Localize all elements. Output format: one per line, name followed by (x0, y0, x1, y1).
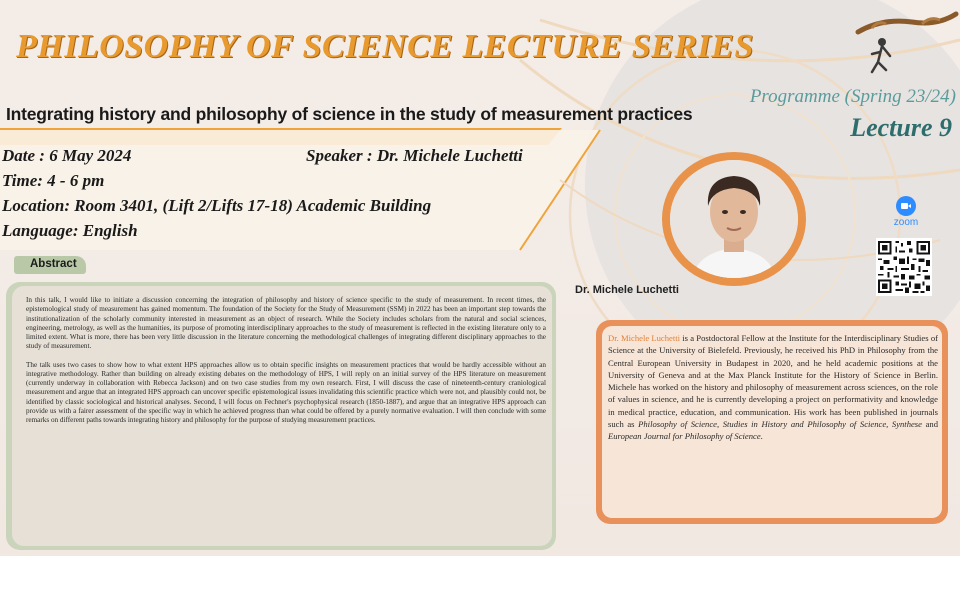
zoom-label: zoom (893, 217, 919, 228)
abstract-inner (12, 286, 552, 546)
academic-logo-icon (852, 6, 960, 78)
abstract-paragraph-1: In this talk, I would like to initiate a discussion concerning the integration of philosophy and history of science specific to the study of measurement. In recent times, the epistemological study of measurement has gained momentum. The foundation of the Society for the Study of Measurement (SSM) in 2022 has been an important step towards the institutionalization of the scholarly community interested in measurement as an object of research. While the Society includes scholars from the natural and social sciences, engineering, metrology, as well as the humanities, its purpose of promoting interdisciplinary approaches to the study of measurement is reflected in the existing literature only to a limited extent. What is more, there has been very little discussion in the literature concerning the methodological challenges of integrating different disciplinary approaches to the study of measurement. (26, 296, 546, 351)
bio-text-2: and (921, 419, 938, 430)
lecture-subtitle: Integrating history and philosophy of science in the study of measurement practices (6, 104, 693, 124)
series-title: PHILOSOPHY OF SCIENCE LECTURE SERIES (16, 28, 754, 65)
speaker-caption: Dr. Michele Luchetti (575, 284, 679, 296)
bio-journals-1: Philosophy of Science, Studies in History and Philosophy of Science, Synthese (638, 419, 922, 430)
zoom-badge[interactable] (884, 196, 928, 228)
abstract-label: Abstract (30, 258, 77, 270)
speaker-line: Speaker : Dr. Michele Luchetti (306, 146, 523, 165)
abstract-paragraph-2: The talk uses two cases to show how to what extent HPS approaches allow us to obtain specific insights on measurement practices that would be hardly accessible without an integrative methodology. Rather than building on already existing debates on the methodology of HPS, I will reply on an initial survey of the HPS literature on measurement (currently underway in collaboration with Rebecca Jackson) and on two case studies from my own research. First, I will discuss the case of nineteenth-century craniological measurement and argue that an integrated HPS approach can uncover specific epistemological issues invalidating this scientific practice which were not, and plausibly could not, be identified by classic sociological and historical analyses. Second, I will focus on Fechner's psychophysical research (1850-1887), and argue that an integrative HPS approach can provide us with a fairer assessment of the specific way in which he achieved progress than what could be offered by a purely normative evaluation. I will then conclude with some remarks on different paths towards integrating history and philosophy for the purpose of studying measurement practices. (26, 360, 546, 424)
date-line: Date : 6 May 2024 (2, 146, 132, 165)
lecture-number: Lecture 9 (850, 113, 952, 142)
abstract-tab (14, 256, 86, 274)
zoom-icon (896, 196, 916, 216)
programme-label: Programme (Spring 23/24) (749, 86, 956, 107)
bio-text-3: . (760, 431, 763, 442)
bio-name: Dr. Michele Luchetti (608, 333, 681, 343)
bio-text-1: is a Postdoctoral Fellow at the Institute for the Interdisciplinary Studies of Science at the University of Bielefeld. Previously, he received his PhD in Philosophy from the Central European University in Budapest in 2020, and he held academic positions at the University of Geneva and at the Max Planck Institute for the History of Science in Berlin. Michele has worked on the history and philosophy of measurement across sciences, on the role of values in science, and he is currently developing a project on performativity and knowledge in medical practice, education, and communication. His work has been published in journals such as (608, 333, 938, 430)
abstract-text (26, 296, 546, 434)
speaker-bio-text (608, 332, 938, 443)
abstract-panel (6, 282, 556, 550)
speaker-photo (670, 160, 798, 278)
time-line: Time: 4 - 6 pm (2, 171, 105, 190)
speaker-bio-inner (602, 326, 942, 518)
language-line: Language: English (2, 221, 138, 240)
location-line: Location: Room 3401, (Lift 2/Lifts 17-18) Academic Building (2, 196, 432, 215)
speaker-bio-panel (596, 320, 948, 524)
qr-code-icon[interactable] (876, 238, 932, 296)
bio-journals-2: European Journal for Philosophy of Science (608, 431, 761, 442)
